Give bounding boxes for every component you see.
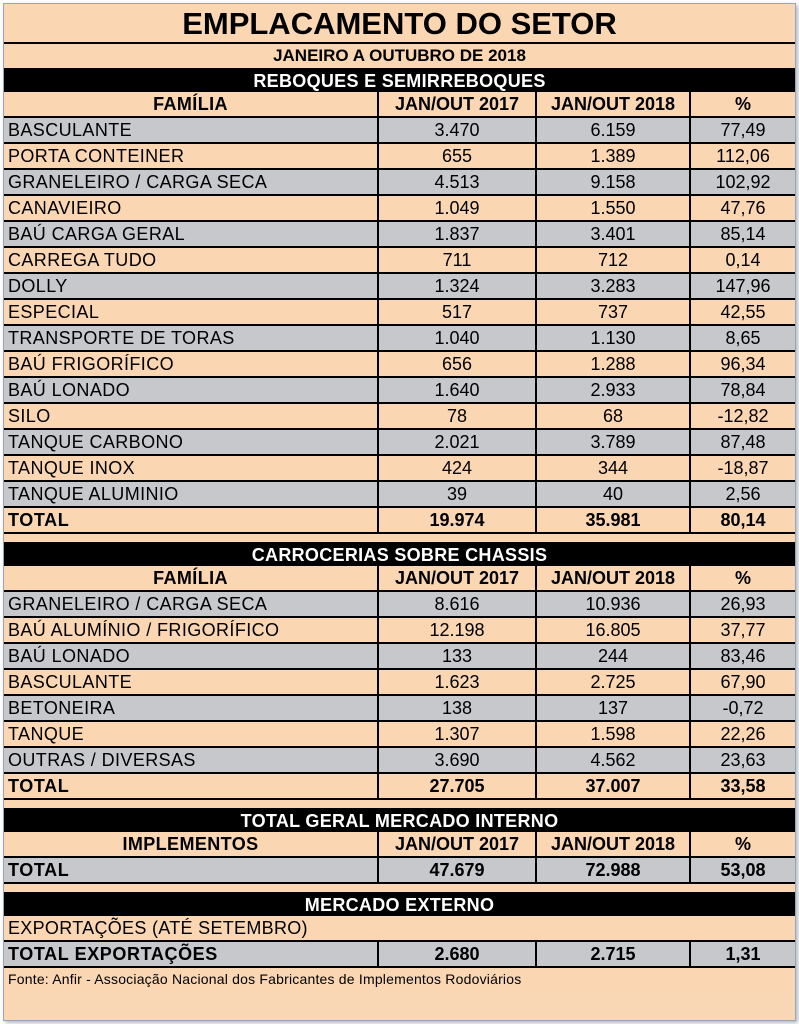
section-gap bbox=[4, 884, 795, 894]
total-label: TOTAL EXPORTAÇÕES bbox=[4, 942, 379, 966]
row-2017: 656 bbox=[379, 352, 537, 376]
row-percent: 42,55 bbox=[691, 300, 795, 324]
total-percent: 33,58 bbox=[691, 774, 795, 798]
section-carrocerias-body bbox=[4, 592, 795, 774]
section-reboques-title: REBOQUES E SEMIRREBOQUES bbox=[4, 70, 795, 92]
row-2017: 1.623 bbox=[379, 670, 537, 694]
table-row bbox=[4, 326, 795, 352]
row-familia: BAÚ ALUMÍNIO / FRIGORÍFICO bbox=[4, 618, 379, 642]
row-2017: 12.198 bbox=[379, 618, 537, 642]
row-familia: SILO bbox=[4, 404, 379, 428]
row-percent: 83,46 bbox=[691, 644, 795, 668]
row-percent: 0,14 bbox=[691, 248, 795, 272]
row-familia: OUTRAS / DIVERSAS bbox=[4, 748, 379, 772]
exportacoes-note: EXPORTAÇÕES (ATÉ SETEMBRO) bbox=[4, 916, 795, 942]
section-mercado-externo-title: MERCADO EXTERNO bbox=[4, 894, 795, 916]
row-2018: 1.389 bbox=[537, 144, 691, 168]
row-familia: DOLLY bbox=[4, 274, 379, 298]
header-2017: JAN/OUT 2017 bbox=[379, 566, 537, 590]
row-2017: 424 bbox=[379, 456, 537, 480]
row-2017: 1.040 bbox=[379, 326, 537, 350]
row-2018: 4.562 bbox=[537, 748, 691, 772]
row-percent: 26,93 bbox=[691, 592, 795, 616]
row-percent: 147,96 bbox=[691, 274, 795, 298]
header-implementos: IMPLEMENTOS bbox=[4, 832, 379, 856]
row-2017: 39 bbox=[379, 482, 537, 506]
total-percent: 53,08 bbox=[691, 858, 795, 882]
table-row bbox=[4, 592, 795, 618]
row-2018: 40 bbox=[537, 482, 691, 506]
row-2017: 78 bbox=[379, 404, 537, 428]
row-2017: 133 bbox=[379, 644, 537, 668]
header-familia: FAMÍLIA bbox=[4, 92, 379, 116]
row-2017: 1.307 bbox=[379, 722, 537, 746]
page-title: EMPLACAMENTO DO SETOR bbox=[4, 4, 795, 44]
row-percent: 102,92 bbox=[691, 170, 795, 194]
row-2018: 2.725 bbox=[537, 670, 691, 694]
total-2018: 37.007 bbox=[537, 774, 691, 798]
table-row bbox=[4, 404, 795, 430]
section-carrocerias-total-row bbox=[4, 774, 795, 800]
row-2017: 1.324 bbox=[379, 274, 537, 298]
table-row bbox=[4, 300, 795, 326]
row-percent: 87,48 bbox=[691, 430, 795, 454]
row-familia: PORTA CONTEINER bbox=[4, 144, 379, 168]
row-percent: 37,77 bbox=[691, 618, 795, 642]
row-2018: 3.789 bbox=[537, 430, 691, 454]
total-2018: 72.988 bbox=[537, 858, 691, 882]
table-row bbox=[4, 144, 795, 170]
section-reboques-body bbox=[4, 118, 795, 508]
row-2017: 1.837 bbox=[379, 222, 537, 246]
header-2017: JAN/OUT 2017 bbox=[379, 832, 537, 856]
total-percent: 80,14 bbox=[691, 508, 795, 532]
source-note: Fonte: Anfir - Associação Nacional dos Fabricantes de Implementos Rodoviários bbox=[4, 968, 795, 990]
row-2018: 2.933 bbox=[537, 378, 691, 402]
row-familia: BAÚ LONADO bbox=[4, 644, 379, 668]
row-percent: 77,49 bbox=[691, 118, 795, 142]
row-familia: BASCULANTE bbox=[4, 670, 379, 694]
row-familia: TANQUE ALUMINIO bbox=[4, 482, 379, 506]
row-familia: BAÚ FRIGORÍFICO bbox=[4, 352, 379, 376]
total-label: TOTAL bbox=[4, 858, 379, 882]
header-percent: % bbox=[691, 92, 795, 116]
row-2018: 68 bbox=[537, 404, 691, 428]
table-row bbox=[4, 430, 795, 456]
row-2017: 1.049 bbox=[379, 196, 537, 220]
row-familia: BETONEIRA bbox=[4, 696, 379, 720]
section-mercado-interno-total-row bbox=[4, 858, 795, 884]
total-2017: 2.680 bbox=[379, 942, 537, 966]
section-reboques-total-row bbox=[4, 508, 795, 534]
section-gap bbox=[4, 534, 795, 544]
row-2017: 8.616 bbox=[379, 592, 537, 616]
section-mercado-interno-title: TOTAL GERAL MERCADO INTERNO bbox=[4, 810, 795, 832]
table-row bbox=[4, 748, 795, 774]
total-2017: 19.974 bbox=[379, 508, 537, 532]
row-2017: 1.640 bbox=[379, 378, 537, 402]
header-percent: % bbox=[691, 832, 795, 856]
row-familia: BASCULANTE bbox=[4, 118, 379, 142]
row-2018: 1.130 bbox=[537, 326, 691, 350]
row-familia: CANAVIEIRO bbox=[4, 196, 379, 220]
table-row bbox=[4, 618, 795, 644]
row-familia: CARREGA TUDO bbox=[4, 248, 379, 272]
total-label: TOTAL bbox=[4, 508, 379, 532]
section-carrocerias-header-row bbox=[4, 566, 795, 592]
row-2017: 3.470 bbox=[379, 118, 537, 142]
row-2018: 137 bbox=[537, 696, 691, 720]
section-mercado-externo-total-row bbox=[4, 942, 795, 968]
row-percent: -18,87 bbox=[691, 456, 795, 480]
total-percent: 1,31 bbox=[691, 942, 795, 966]
row-2017: 655 bbox=[379, 144, 537, 168]
table-row bbox=[4, 170, 795, 196]
table-row bbox=[4, 248, 795, 274]
row-2018: 344 bbox=[537, 456, 691, 480]
section-mercado-interno-header-row bbox=[4, 832, 795, 858]
table-row bbox=[4, 696, 795, 722]
section-gap bbox=[4, 800, 795, 810]
header-2017: JAN/OUT 2017 bbox=[379, 92, 537, 116]
header-2018: JAN/OUT 2018 bbox=[537, 92, 691, 116]
row-2017: 2.021 bbox=[379, 430, 537, 454]
row-familia: GRANELEIRO / CARGA SECA bbox=[4, 170, 379, 194]
row-percent: 85,14 bbox=[691, 222, 795, 246]
row-2017: 517 bbox=[379, 300, 537, 324]
table-row bbox=[4, 222, 795, 248]
total-2017: 27.705 bbox=[379, 774, 537, 798]
row-percent: 47,76 bbox=[691, 196, 795, 220]
total-2017: 47.679 bbox=[379, 858, 537, 882]
row-familia: TANQUE CARBONO bbox=[4, 430, 379, 454]
table-row bbox=[4, 722, 795, 748]
row-percent: 112,06 bbox=[691, 144, 795, 168]
section-reboques-header-row bbox=[4, 92, 795, 118]
row-percent: 22,26 bbox=[691, 722, 795, 746]
header-percent: % bbox=[691, 566, 795, 590]
row-2017: 138 bbox=[379, 696, 537, 720]
table-row bbox=[4, 670, 795, 696]
row-2018: 712 bbox=[537, 248, 691, 272]
table-row bbox=[4, 196, 795, 222]
total-label: TOTAL bbox=[4, 774, 379, 798]
row-2017: 4.513 bbox=[379, 170, 537, 194]
row-familia: TANQUE INOX bbox=[4, 456, 379, 480]
row-percent: -0,72 bbox=[691, 696, 795, 720]
row-2018: 244 bbox=[537, 644, 691, 668]
table-row bbox=[4, 378, 795, 404]
row-percent: 78,84 bbox=[691, 378, 795, 402]
table-row bbox=[4, 482, 795, 508]
section-carrocerias-title: CARROCERIAS SOBRE CHASSIS bbox=[4, 544, 795, 566]
row-2017: 3.690 bbox=[379, 748, 537, 772]
row-percent: 8,65 bbox=[691, 326, 795, 350]
row-percent: 67,90 bbox=[691, 670, 795, 694]
row-2018: 1.598 bbox=[537, 722, 691, 746]
table-row bbox=[4, 456, 795, 482]
row-familia: ESPECIAL bbox=[4, 300, 379, 324]
header-familia: FAMÍLIA bbox=[4, 566, 379, 590]
total-2018: 35.981 bbox=[537, 508, 691, 532]
row-familia: TANQUE bbox=[4, 722, 379, 746]
table-row bbox=[4, 274, 795, 300]
row-percent: 2,56 bbox=[691, 482, 795, 506]
row-percent: 96,34 bbox=[691, 352, 795, 376]
row-2018: 9.158 bbox=[537, 170, 691, 194]
table-row bbox=[4, 118, 795, 144]
total-2018: 2.715 bbox=[537, 942, 691, 966]
table-row bbox=[4, 644, 795, 670]
row-2018: 10.936 bbox=[537, 592, 691, 616]
row-2018: 3.401 bbox=[537, 222, 691, 246]
row-familia: BAÚ CARGA GERAL bbox=[4, 222, 379, 246]
header-2018: JAN/OUT 2018 bbox=[537, 566, 691, 590]
row-percent: 23,63 bbox=[691, 748, 795, 772]
row-2018: 6.159 bbox=[537, 118, 691, 142]
row-2018: 1.550 bbox=[537, 196, 691, 220]
row-2017: 711 bbox=[379, 248, 537, 272]
row-familia: TRANSPORTE DE TORAS bbox=[4, 326, 379, 350]
row-familia: BAÚ LONADO bbox=[4, 378, 379, 402]
row-2018: 3.283 bbox=[537, 274, 691, 298]
header-2018: JAN/OUT 2018 bbox=[537, 832, 691, 856]
row-2018: 1.288 bbox=[537, 352, 691, 376]
page-subtitle: JANEIRO A OUTUBRO DE 2018 bbox=[4, 44, 795, 70]
row-2018: 737 bbox=[537, 300, 691, 324]
row-percent: -12,82 bbox=[691, 404, 795, 428]
table-row bbox=[4, 352, 795, 378]
emplacamento-table bbox=[3, 3, 796, 1021]
row-familia: GRANELEIRO / CARGA SECA bbox=[4, 592, 379, 616]
row-2018: 16.805 bbox=[537, 618, 691, 642]
